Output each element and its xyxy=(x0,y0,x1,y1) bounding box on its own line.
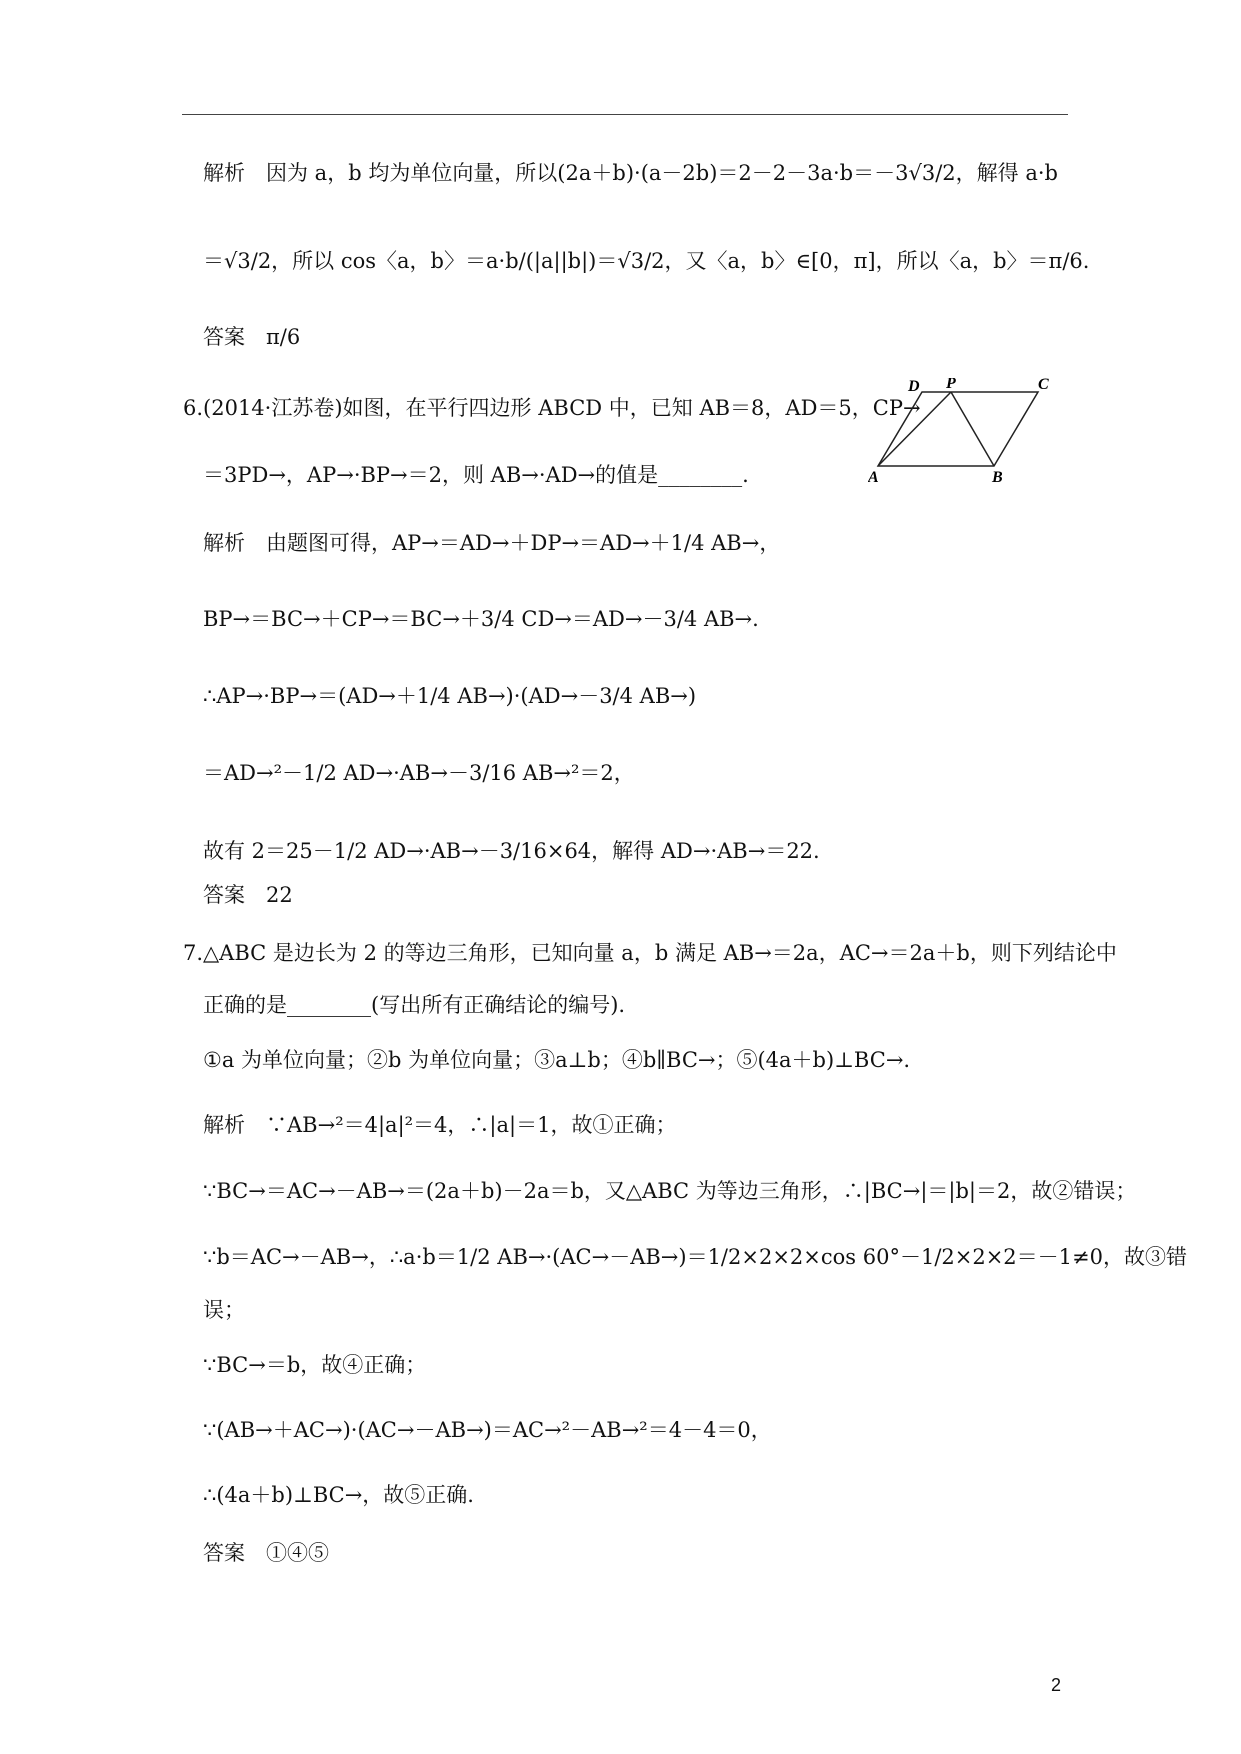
page-number: 2 xyxy=(1050,1675,1061,1695)
text-line: ∵b＝AC→－AB→，∴a·b＝1/2 AB→·(AC→－AB→)＝1/2×2×2×cos 60°－1/2×2×2＝－1≠0，故③错 xyxy=(203,1245,1187,1269)
vertex-label-a: A xyxy=(868,469,879,486)
text-line: ∵BC→＝AC→－AB→＝(2a＋b)－2a＝b，又△ABC 为等边三角形，∴|BC→|＝|b|＝2，故②错误； xyxy=(203,1179,1137,1203)
text-line: ＝AD→²－1/2 AD→·AB→－3/16 AB→²＝2， xyxy=(203,761,635,785)
text-line: ∴(4a＋b)⊥BC→，故⑤正确. xyxy=(203,1483,474,1507)
vertex-label-d: D xyxy=(908,378,920,395)
question-6-line-2: ＝3PD→，AP→·BP→＝2，则 AB→·AD→的值是________. xyxy=(203,463,749,487)
question-6-line-1: 6.(2014·江苏卷)如图，在平行四边形 ABCD 中，已知 AB＝8，AD＝5，CP→ xyxy=(183,396,921,420)
text-line: 解析 ∵AB→²＝4|a|²＝4，∴|a|＝1，故①正确； xyxy=(203,1113,677,1137)
text-line: 故有 2＝25－1/2 AD→·AB→－3/16×64，解得 AD→·AB→＝22. xyxy=(203,839,820,863)
text-line: BP→＝BC→＋CP→＝BC→＋3/4 CD→＝AD→－3/4 AB→. xyxy=(203,607,759,631)
answer-line: 答案 ①④⑤ xyxy=(203,1541,329,1565)
question-7-line-2: 正确的是________(写出所有正确结论的编号). xyxy=(203,993,626,1017)
text-line: ∵BC→＝b，故④正确； xyxy=(203,1353,427,1377)
answer-line: 答案 π/6 xyxy=(203,325,301,349)
text-line: ＝√3/2，所以 cos〈a，b〉＝a·b/(|a||b|)＝√3/2，又〈a，b〉∈[0，π]，所以〈a，b〉＝π/6. xyxy=(203,249,1090,273)
vertex-label-b: B xyxy=(992,469,1003,486)
text-line: ∵(AB→＋AC→)·(AC→－AB→)＝AC→²－AB→²＝4－4＝0， xyxy=(203,1418,772,1442)
question-7-line-1: 7.△ABC 是边长为 2 的等边三角形，已知向量 a，b 满足 AB→＝2a，AC→＝2a＋b，则下列结论中 xyxy=(183,941,1117,965)
text-line: 解析 由题图可得，AP→＝AD→＋DP→＝AD→＋1/4 AB→， xyxy=(203,531,781,555)
text-line: ∴AP→·BP→＝(AD→＋1/4 AB→)·(AD→－3/4 AB→) xyxy=(203,684,697,708)
vertex-label-p: P xyxy=(946,378,956,392)
text-line: ①a 为单位向量；②b 为单位向量；③a⊥b；④b∥BC→；⑤(4a＋b)⊥BC→. xyxy=(203,1048,911,1072)
header-rule xyxy=(182,114,1068,115)
text-line: 解析 因为 a，b 均为单位向量，所以(2a＋b)·(a－2b)＝2－2－3a·b＝－3√3/2，解得 a·b xyxy=(203,161,1058,185)
text-line: 误； xyxy=(203,1298,245,1322)
answer-line: 答案 22 xyxy=(203,883,293,907)
parallelogram-figure xyxy=(868,378,1058,488)
vertex-label-c: C xyxy=(1038,378,1049,393)
